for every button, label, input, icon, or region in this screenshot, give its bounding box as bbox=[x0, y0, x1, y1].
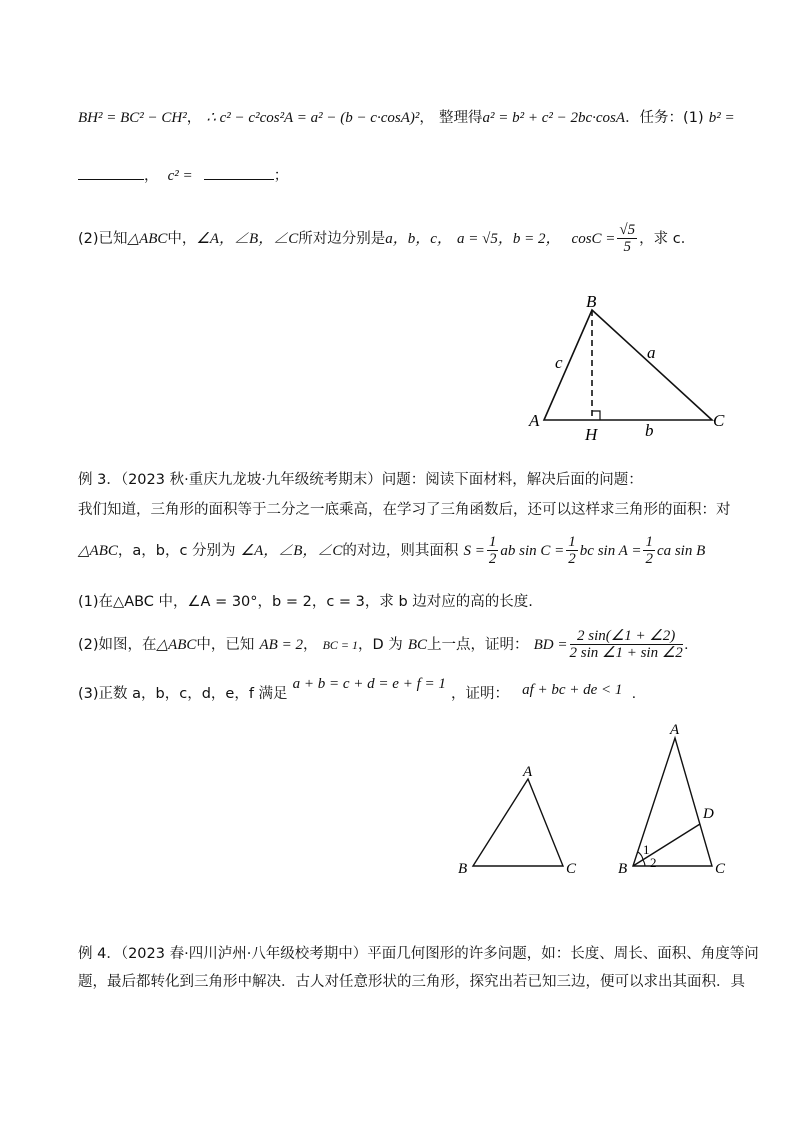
example-4-line-1: 例 4．（2023 春·四川泸州·八年级校考期中）平面几何图形的许多问题，如：长度、周长、面积、角度等问 bbox=[78, 946, 759, 962]
svg-text:2: 2 bbox=[650, 855, 657, 870]
svg-text:H: H bbox=[585, 425, 598, 444]
equation-bh: BH² = BC² − CH² bbox=[78, 110, 187, 126]
svg-text:D: D bbox=[703, 806, 714, 822]
angle-2-arc bbox=[643, 860, 645, 866]
svg-text:A: A bbox=[529, 411, 540, 430]
example-3-question-3: (3)正数 a，b，c，d，e，f 满足 a + b = c + d = e + f = 1 ，证明： af + bc + de < 1 . bbox=[78, 676, 637, 702]
triangle-abc-2 bbox=[473, 779, 563, 866]
svg-text:C: C bbox=[715, 861, 726, 877]
example-4-line-2: 题，最后都转化到三角形中解决．古人对任意形状的三角形，探究出若已知三边，便可以求出其面积．具 bbox=[78, 974, 745, 990]
right-angle-mark bbox=[592, 411, 600, 420]
cos-fraction: $\frac{√5}{5}$ bbox=[619, 222, 636, 255]
task-label: ．任务：(1) bbox=[625, 110, 704, 126]
svg-text:B: B bbox=[458, 861, 468, 877]
example-3-intro: 我们知道，三角形的面积等于二分之一底乘高，在学习了三角函数后，还可以这样求三角形的面积：对 bbox=[78, 502, 731, 518]
svg-text:B: B bbox=[586, 292, 597, 311]
svg-text:b: b bbox=[645, 421, 654, 440]
answer-line: ， c² = ； bbox=[78, 164, 288, 185]
question-2: (2)已知△ABC中，∠A，∠B，∠C所对边分别是a，b，c， a = √5，b = 2， cosC = $\frac{√5}{5}$ ，求 c． bbox=[78, 222, 696, 255]
triangle-figure-1 bbox=[520, 288, 740, 448]
triangle-figure-2 bbox=[455, 760, 585, 880]
svg-text:B: B bbox=[618, 861, 628, 877]
svg-text:C: C bbox=[566, 861, 577, 877]
bd-fraction: $\frac{2 \sin(\angle 1 + \angle 2)}{2 \sin \angle 1 + \sin \angle 2}$ bbox=[569, 628, 683, 661]
svg-text:a: a bbox=[647, 343, 656, 362]
triangle-abc bbox=[544, 310, 712, 420]
answer-blank-c[interactable] bbox=[204, 165, 274, 180]
area-formula-line: △ABC，a，b，c 分别为 ∠A，∠B，∠C的对边，则其面积 S = $\frac{1}{2}$ ab sin C = $\frac{1}{2}$ bc sin A = $\frac{1}{2}$ ca sin B bbox=[78, 534, 706, 567]
answer-blank-b[interactable] bbox=[78, 165, 144, 180]
svg-text:c: c bbox=[555, 353, 563, 372]
svg-text:C: C bbox=[713, 411, 725, 430]
svg-text:1: 1 bbox=[643, 842, 650, 857]
svg-text:A: A bbox=[670, 722, 680, 738]
equation-derived: ∴ c² − c²cos²A = a² − (b − c·cosA)² bbox=[206, 110, 420, 126]
example-3-title: 例 3．（2023 秋·重庆九龙坡·九年级统考期末）问题：阅读下面材料，解决后面的问题： bbox=[78, 472, 643, 488]
law-of-cosines: a² = b² + c² − 2bc·cosA bbox=[482, 110, 626, 126]
example-3-question-2: (2)如图，在△ABC中，已知 AB = 2， BC = 1，D 为 BC上一点，证明： BD = $\frac{2 \sin(\angle 1 + \angle 2)}{2 \sin \angle 1 + \sin \angle 2}$ . bbox=[78, 628, 689, 661]
formula-line-1: BH² = BC² − CH²， ∴ c² − c²cos²A = a² − (b − c·cosA)²， 整理得a² = b² + c² − 2bc·cosA．任务：(1) b² = bbox=[78, 110, 735, 126]
svg-text:A: A bbox=[523, 764, 533, 780]
triangle-figure-3 bbox=[615, 718, 745, 880]
example-3-question-1: (1)在△ABC 中，∠A = 30°，b = 2，c = 3，求 b 边对应的高的长度. bbox=[78, 594, 533, 610]
